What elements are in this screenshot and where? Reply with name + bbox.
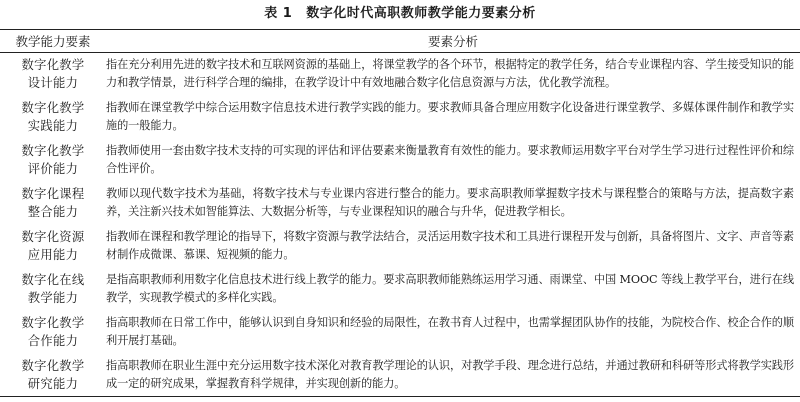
row-name: 数字化教学 合作能力 [21, 316, 85, 348]
row-desc: 指在充分利用先进的数字技术和互联网资源的基础上，将课堂教学的各个环节，根据特定的教学任务，结合专业课程内容、学生接受知识的能力和教学情景，进行科学合理的编排，在教学设计中有效地融合数字化信息资源与方法，优化教学流程。 [106, 58, 794, 90]
table-number: 表 1 [264, 6, 293, 21]
table-row [0, 182, 800, 225]
table-header-row [0, 30, 800, 53]
table-caption [0, 0, 800, 27]
row-name: 数字化资源 应用能力 [21, 230, 85, 262]
table-row [0, 53, 800, 96]
row-desc: 教师以现代数字技术为基础，将数字技术与专业课内容进行整合的能力。要求高职教师掌握数字技术与课程整合的策略与方法，提高数字素养，关注新兴技术如智能算法、大数据分析等，与专业课程知识的融合与升华，促进教学相长。 [106, 187, 794, 218]
table-title: 数字化时代高职教师教学能力要素分析 [306, 6, 536, 21]
table-row [0, 311, 800, 354]
row-desc: 是指高职教师利用数字化信息技术进行线上教学的能力。要求高职教师能熟练运用学习通、雨课堂、中国 MOOC 等线上教学平台，进行在线教学，实现教学模式的多样化实践。 [106, 273, 794, 304]
row-desc: 指高职教师在日常工作中，能够认识到自身知识和经验的局限性，在教书育人过程中，也需掌握团队协作的技能，为院校合作、校企合作的顺利开展打基础。 [106, 316, 794, 347]
row-name: 数字化教学 研究能力 [21, 358, 85, 391]
row-name: 数字化教学 实践能力 [21, 101, 85, 133]
table-row [0, 225, 800, 268]
row-name: 数字化教学 设计能力 [21, 58, 85, 91]
row-name: 数字化教学 评价能力 [21, 144, 85, 176]
header-analysis: 要素分析 [427, 34, 478, 49]
row-name: 数字化课程 整合能力 [21, 187, 85, 219]
row-desc: 指教师在课程和教学理论的指导下，将数字资源与教学法结合，灵活运用数字技术和工具进行课程开发与创新，具备将图片、文字、声音等素材制作成微课、慕课、短视频的能力。 [106, 230, 794, 261]
competency-table [0, 29, 800, 397]
row-desc: 指教师在课堂教学中综合运用数字信息技术进行教学实践的能力。要求教师具备合理应用数字化设备进行课堂教学、多媒体课件制作和教学实施的一般能力。 [106, 101, 794, 132]
row-desc: 指高职教师在职业生涯中充分运用数字技术深化对教育教学理论的认识，对教学手段、理念进行总结，并通过教研和科研等形式将教学实践形成一定的研究成果，掌握教育科学规律，并实现创新的能力。 [106, 358, 794, 390]
header-element: 教学能力要素 [15, 34, 91, 49]
row-desc: 指教师使用一套由数字技术支持的可实现的评估和评估要素来衡量教育有效性的能力。要求教师运用数字平台对学生学习进行过程性评价和综合性评价。 [106, 144, 794, 175]
row-name: 数字化在线 教学能力 [21, 273, 85, 305]
table-row [0, 139, 800, 182]
table-row [0, 268, 800, 311]
table-row [0, 96, 800, 139]
table-row [0, 354, 800, 397]
